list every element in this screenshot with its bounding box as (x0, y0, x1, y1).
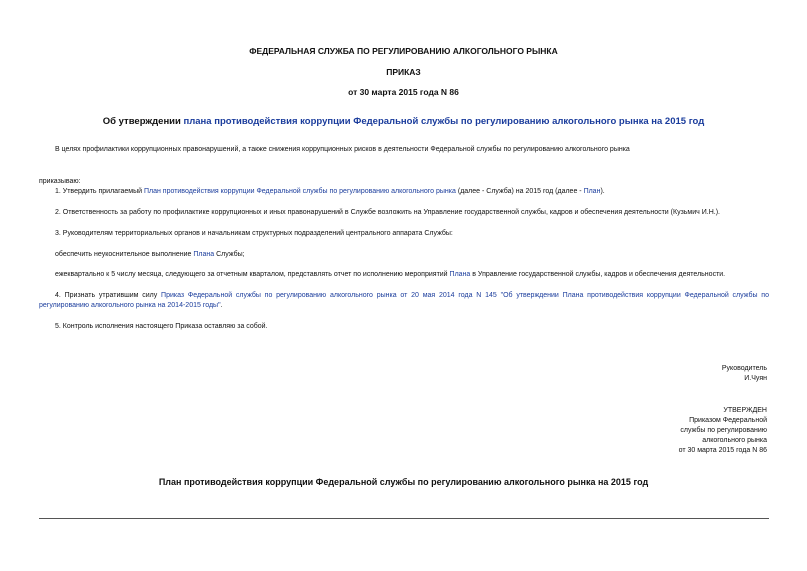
item-1-plan-short-link[interactable]: План (583, 188, 601, 195)
doc-type-heading: ПРИКАЗ (386, 67, 421, 77)
item-5: 5. Контроль исполнения настоящего Приказа оставляю за собой. (55, 323, 268, 330)
horizontal-divider (39, 518, 769, 519)
item-3b-post: в Управление государственной службы, кадров и обеспечения деятельности. (470, 271, 726, 278)
order-title (0, 116, 807, 127)
item-3b-plan-link[interactable]: Плана (449, 271, 471, 278)
item-1-plan-link[interactable]: План противодействия коррупции Федеральной службы по регулированию алкогольного рынка (143, 188, 456, 195)
approval-line-3: службы по регулированию (680, 427, 767, 434)
preamble-text: В целях профилактики коррупционных правонарушений, а также снижения коррупционных рисков в деятельности Федеральной службы по регулированию алкогольного рынка (55, 146, 630, 153)
order-title-link[interactable]: плана противодействия коррупции Федеральной службы по регулированию алкогольного рынка на 2015 год (183, 116, 705, 127)
order-title-prefix: Об утверждении (102, 116, 184, 127)
approval-line-5: от 30 марта 2015 года N 86 (678, 447, 767, 454)
date-number-heading: от 30 марта 2015 года N 86 (348, 87, 459, 97)
agency-heading: ФЕДЕРАЛЬНАЯ СЛУЖБА ПО РЕГУЛИРОВАНИЮ АЛКОГОЛЬНОГО РЫНКА (249, 46, 558, 56)
approval-line-2: Приказом Федеральной (689, 417, 767, 424)
item-3b (55, 270, 725, 280)
item-4-order-link[interactable]: Приказ Федеральной службы по регулированию алкогольного рынка от 20 мая 2014 года N 145 "Об утверждении Плана противодействия коррупции Федеральной службы по регулированию алкогольного рынка на 2014-2015 годы" (39, 292, 769, 309)
item-3a (55, 250, 245, 260)
item-3: 3. Руководителям территориальных органов и начальникам структурных подразделений центрального аппарата Службы: (55, 230, 453, 237)
item-2: 2. Ответственность за работу по профилактике коррупционных и иных правонарушений в Службе возложить на Управление государственной службы, кадров и обеспечения деятельности (Кузьмич И.Н.). (55, 209, 720, 216)
signature-block (722, 364, 767, 384)
item-1-post: ). (600, 188, 605, 195)
item-3a-plan-link[interactable]: Плана (193, 251, 215, 258)
item-3a-post: Службы; (214, 251, 245, 258)
approval-line-1: УТВЕРЖДЕН (723, 407, 767, 414)
item-1 (55, 187, 605, 197)
item-4-post: . (220, 302, 223, 309)
item-1-pre: 1. Утвердить прилагаемый (55, 188, 144, 195)
order-word: приказываю: (39, 178, 81, 185)
approval-block (679, 406, 767, 456)
item-4 (39, 291, 769, 311)
item-1-mid: (далее - Служба) на 2015 год (далее - (455, 188, 584, 195)
signature-position: Руководитель (721, 365, 767, 372)
plan-title: План противодействия коррупции Федеральной службы по регулированию алкогольного рынка на 2015 год (158, 477, 649, 487)
item-3b-pre: ежеквартально к 5 числу месяца, следующего за отчетным кварталом, представлять отчет по исполнению мероприятий (55, 271, 450, 278)
approval-line-4: алкогольного рынка (702, 437, 767, 444)
item-4-pre: 4. Признать утратившим силу (55, 292, 162, 299)
item-3a-pre: обеспечить неукоснительное выполнение (55, 251, 194, 258)
signature-name: И.Чуян (744, 375, 767, 382)
